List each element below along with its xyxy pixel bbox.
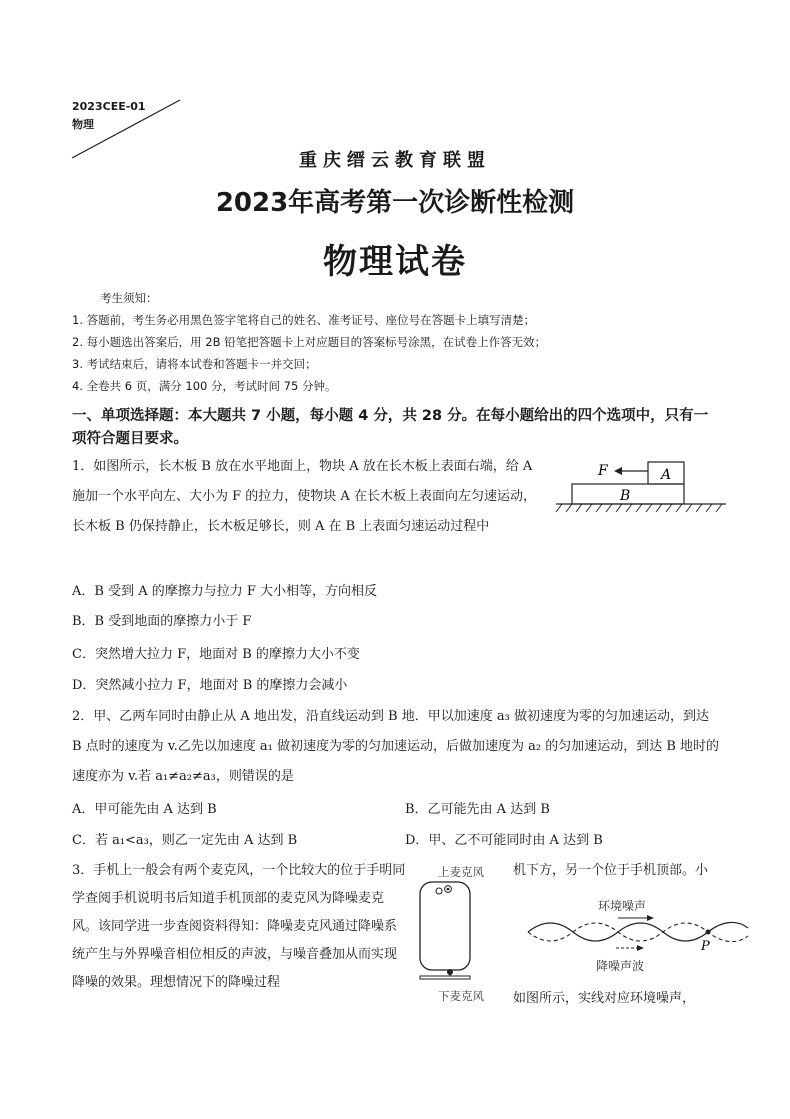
- q2-option-c: C．若 a₁<a₃，则乙一定先由 A 达到 B: [72, 833, 298, 848]
- org-name: 重庆缙云教育联盟: [299, 150, 491, 171]
- q3-stem-left: 3．手机上一般会有两个麦克风，一个比较大的位于手明同学查阅手机说明书后知道手机顶部的麦克风为降噪麦克风。该同学进一步查阅资料得知：降噪麦克风通过降噪系统产生与外界噪音相位相反的声波，与噪音叠加从而实现降噪的效果。理想情况下的降噪过程: [72, 863, 406, 990]
- mic-top-label: 上麦克风: [438, 865, 484, 879]
- paper-title: 物理试卷: [323, 242, 467, 282]
- ground-hatch: [556, 504, 722, 512]
- anti-noise-label: 降噪声波: [596, 959, 645, 973]
- q1-option-d: D．突然减小拉力 F，地面对 B 的摩擦力会减小: [72, 678, 348, 693]
- q1-option-a: A．B 受到 A 的摩擦力与拉力 F 大小相等，方向相反: [72, 584, 378, 599]
- q3-wave-figure: [520, 890, 755, 980]
- q3-stem-right-1: 机下方，另一个位于手机顶部。小: [513, 863, 709, 878]
- notice-item: 4. 全卷共 6 页，满分 100 分，考试时间 75 分钟。: [72, 379, 337, 393]
- anti-noise-wave: [528, 923, 748, 942]
- section-title: 一、单项选择题：本大题共 7 小题，每小题 4 分，共 28 分。在每小题给出的四个选项中，只有一项符合题目要求。: [72, 408, 709, 447]
- env-noise-label: 环境噪声: [598, 899, 647, 913]
- q1-stem: 1．如图所示，长木板 B 放在水平地面上，物块 A 放在长木板上表面右端，给 A 施加一个水平向左、大小为 F 的拉力，使物块 A 在长木板上表面向左匀速运动，长木板 B 仍保持静止，长木板足够长，则 A 在 B 上表面匀速运动过程中: [72, 459, 536, 534]
- mic-bottom-label: 下麦克风: [438, 989, 484, 1003]
- camera-icon: [436, 888, 442, 894]
- phone-body: [420, 882, 470, 970]
- bottom-edge: [420, 976, 470, 979]
- bottom-mic-icon: [447, 969, 453, 975]
- point-p-label: P: [701, 939, 710, 954]
- paper-subject: 物理: [72, 118, 94, 131]
- q2-option-a: A．甲可能先由 A 达到 B: [72, 802, 217, 817]
- q1-option-c: C．突然增大拉力 F，地面对 B 的摩擦力大小不变: [72, 647, 360, 662]
- q3-phone-figure: [412, 862, 508, 1004]
- point-p: [706, 930, 711, 935]
- q2-stem: 2．甲、乙两车同时由静止从 A 地出发，沿直线运动到 B 地．甲以加速度 a₃ 做初速度为零的匀加速运动，到达 B 点时的速度为 v.乙先以加速度 a₁ 做初速度为零的匀加速运动，后做加速度为 a₂ 的匀加速运动，到达 B 地时的速度亦为 v.若 a₁≠a₂≠a₃，则错误的是: [72, 709, 720, 784]
- notice-heading: 考生须知：: [100, 291, 158, 305]
- notice-item: 3. 考试结束后，请将本试卷和答题卡一并交回；: [72, 357, 317, 371]
- q1-figure: [552, 456, 732, 516]
- block-a-label: A: [661, 467, 672, 483]
- exam-title: 2023年高考第一次诊断性检测: [215, 188, 575, 218]
- env-noise-wave: [528, 922, 748, 941]
- q1-option-b: B．B 受到地面的摩擦力小于 F: [72, 614, 252, 629]
- board-b-label: B: [620, 488, 631, 504]
- force-arrow-head: [614, 467, 622, 475]
- notice-block: [72, 287, 732, 397]
- notice-item: 1. 答题前，考生务必用黑色签字笔将自己的姓名、准考证号、座位号在答题卡上填写清楚；: [72, 313, 536, 327]
- force-label: F: [598, 463, 608, 479]
- q2-option-b: B．乙可能先由 A 达到 B: [405, 802, 550, 817]
- notice-item: 2. 每小题选出答案后，用 2B 铅笔把答题卡上对应题目的答案标号涂黑，在试卷上作答无效；: [72, 335, 547, 349]
- q2-option-d: D．甲、乙不可能同时由 A 达到 B: [405, 833, 603, 848]
- paper-code: 2023CEE-01: [72, 100, 146, 113]
- q3-stem-right-2: 如图所示，实线对应环境噪声，: [513, 991, 696, 1006]
